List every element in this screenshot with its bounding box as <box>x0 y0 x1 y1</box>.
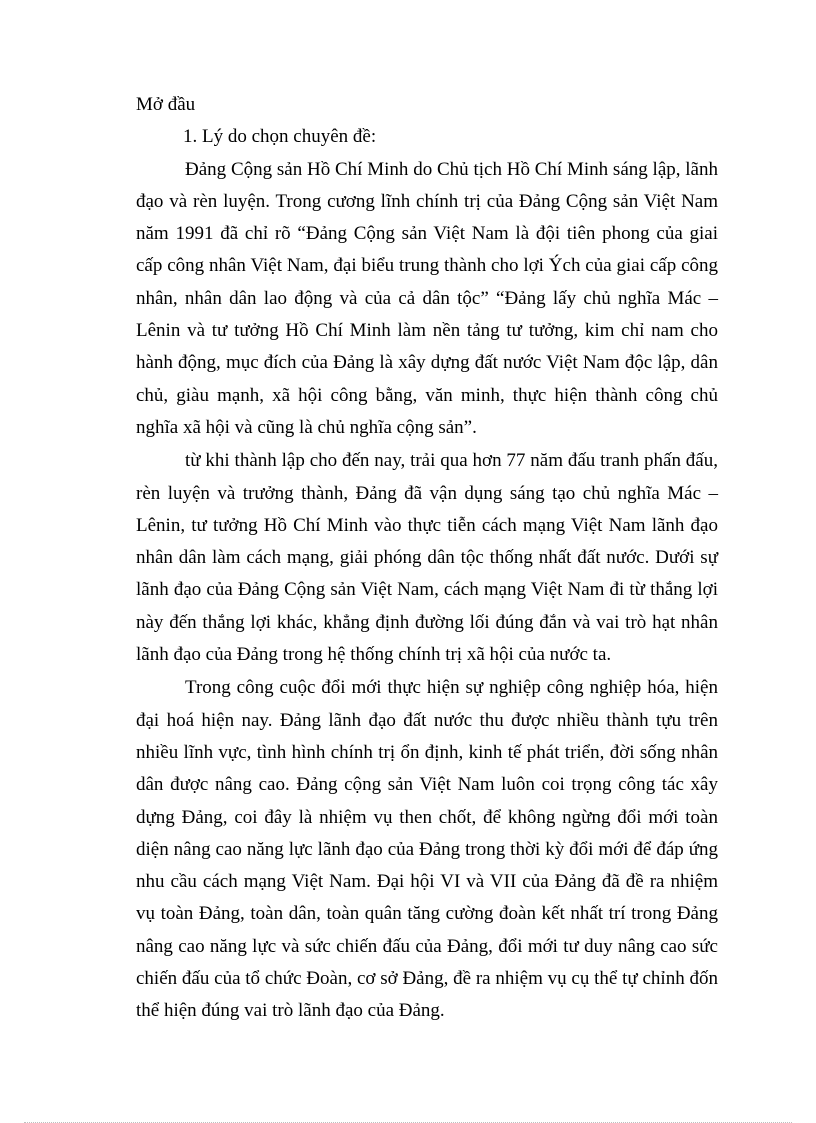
paragraph-1: Đảng Cộng sản Hồ Chí Minh do Chủ tịch Hồ Chí Minh sáng lập, lãnh đạo và rèn luyện. Trong cương lĩnh chính trị của Đảng Cộng sản Việt Nam năm 1991 đã chỉ rõ “Đảng Cộng sản Việt Nam là đội tiên phong của giai cấp công nhân Việt Nam, đại biểu trung thành cho lợi Ých của giai cấp công nhân, nhân dân lao động và của cả dân tộc” “Đảng lấy chủ nghĩa Mác – Lênin và tư tưởng Hồ Chí Minh làm nền tảng tư tưởng, kim chỉ nam cho hành động, mục đích của Đảng là xây dựng đất nước Việt Nam độc lập, dân chủ, giàu mạnh, xã hội công bằng, văn minh, thực hiện thành công chủ nghĩa xã hội và cũng là chủ nghĩa cộng sản”. <box>136 158 718 438</box>
paragraph-3: Trong công cuộc đổi mới thực hiện sự nghiệp công nghiệp hóa, hiện đại hoá hiện nay. Đảng lãnh đạo đất nước thu được nhiều thành tựu trên nhiều lĩnh vực, tình hình chính trị ổn định, kinh tế phát triển, đời sống nhân dân được nâng cao. Đảng cộng sản Việt Nam luôn coi trọng công tác xây dựng Đảng, coi đây là nhiệm vụ then chốt, để không ngừng đổi mới toàn diện nâng cao năng lực lãnh đạo của Đảng trong thời kỳ đổi mới để đáp ứng nhu cầu cách mạng Việt Nam. Đại hội VI và VII của Đảng đã đề ra nhiệm vụ toàn Đảng, toàn dân, toàn quân tăng cường đoàn kết nhất trí trong Đảng nâng cao năng lực và sức chiến đấu của Đảng, đổi mới tư duy nâng cao sức chiến đấu của tổ chức Đoàn, cơ sở Đảng, đề ra nhiệm vụ cụ thể tự chỉnh đốn thể hiện đúng vai trò lãnh đạo của Đảng. <box>136 677 718 1022</box>
document-heading: Mở đầu <box>136 94 196 115</box>
document-body <box>136 89 718 1028</box>
paragraph-2: từ khi thành lập cho đến nay, trải qua hơn 77 năm đấu tranh phấn đấu, rèn luyện và trưởng thành, Đảng đã vận dụng sáng tạo chủ nghĩa Mác – Lênin, tư tưởng Hồ Chí Minh vào thực tiễn cách mạng Việt Nam lãnh đạo nhân dân làm cách mạng, giải phóng dân tộc thống nhất đất nước. Dưới sự lãnh đạo của Đảng Cộng sản Việt Nam, cách mạng Việt Nam đi từ thắng lợi này đến thắng lợi khác, khẳng định đường lối đúng đắn và vai trò hạt nhân lãnh đạo của Đảng trong hệ thống chính trị xã hội của nước ta. <box>136 450 718 666</box>
section-title: 1. Lý do chọn chuyên đề: <box>183 126 377 148</box>
